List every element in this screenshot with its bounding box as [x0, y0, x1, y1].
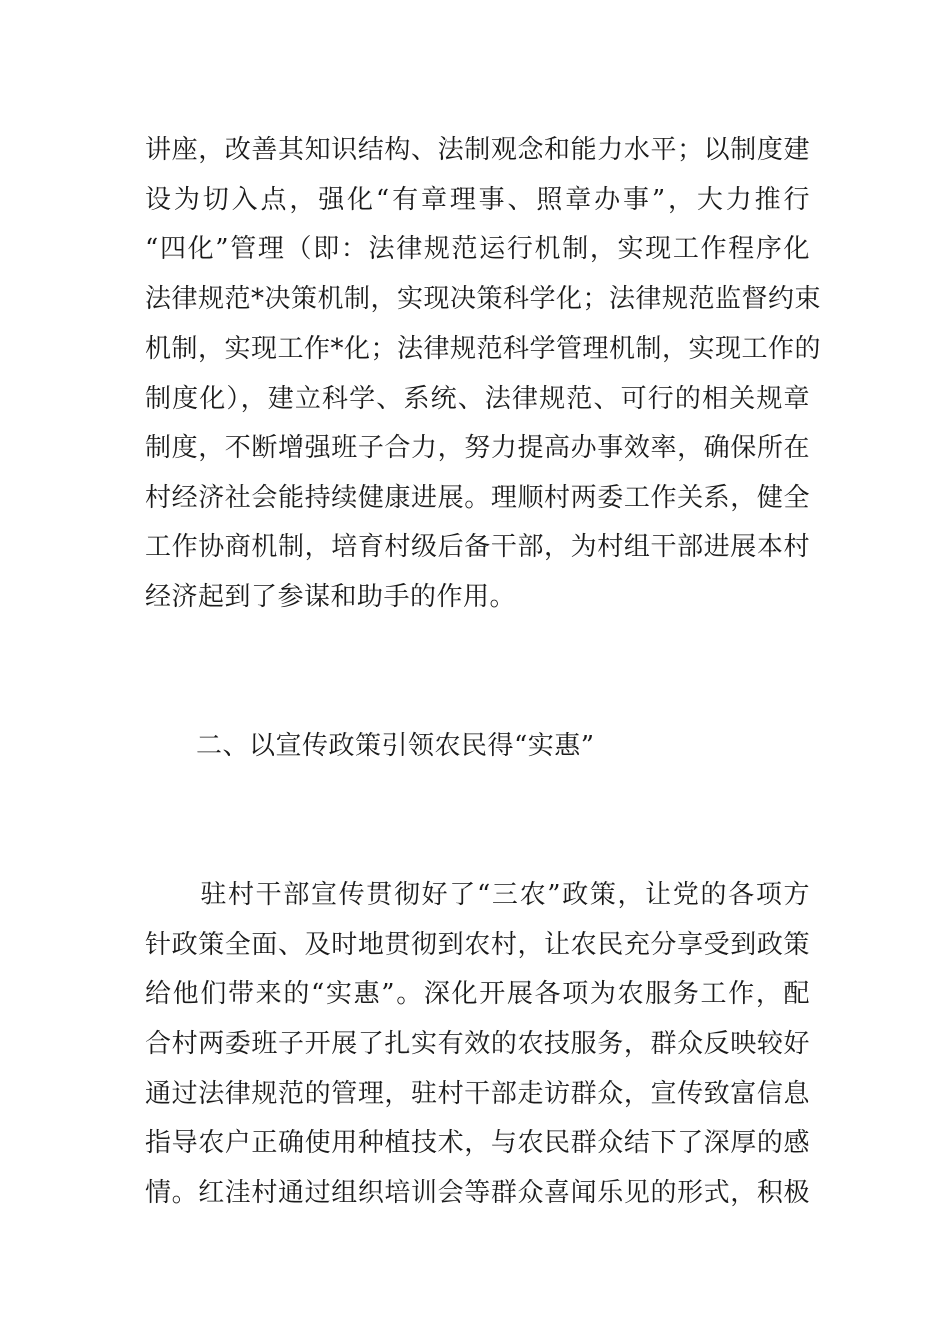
paragraph-1-line-9: 工作协商机制，培育村级后备干部，为村组干部进展本村	[145, 532, 810, 562]
paragraph-2-line-2: 针政策全面、及时地贯彻到农村，让农民充分享受到政策	[145, 930, 810, 960]
paragraph-1-line-4: 法律规范*决策机制，实现决策科学化；法律规范监督约束	[145, 284, 822, 314]
section-heading: 二、以宣传政策引领农民得“实惠”	[196, 731, 595, 761]
paragraph-2-line-6: 指导农户正确使用种植技术，与农民群众结下了深厚的感	[145, 1128, 810, 1158]
paragraph-2-line-1: 驻村干部宣传贯彻好了“三农”政策，让党的各项方	[145, 880, 810, 910]
paragraph-1-line-8: 村经济社会能持续健康进展。理顺村两委工作关系，健全	[145, 483, 810, 513]
paragraph-1-line-10: 经济起到了参谋和助手的作用。	[145, 582, 517, 612]
paragraph-1-line-5: 机制，实现工作*化；法律规范科学管理机制，实现工作的	[145, 334, 822, 364]
paragraph-2-line-3: 给他们带来的“实惠”。深化开展各项为农服务工作，配	[145, 979, 810, 1009]
paragraph-1-line-2: 设为切入点，强化“有章理事、照章办事”，大力推行	[145, 185, 810, 215]
paragraph-1-line-1: 讲座，改善其知识结构、法制观念和能力水平；以制度建	[145, 135, 810, 165]
paragraph-1-line-3: “四化”管理（即：法律规范运行机制，实现工作程序化	[145, 234, 810, 264]
paragraph-1-line-7: 制度，不断增强班子合力，努力提高办事效率，确保所在	[145, 433, 810, 463]
paragraph-2-line-5: 通过法律规范的管理，驻村干部走访群众，宣传致富信息	[145, 1079, 810, 1109]
paragraph-1-line-6: 制度化），建立科学、系统、法律规范、可行的相关规章	[145, 384, 810, 414]
paragraph-2-line-7: 情。红洼村通过组织培训会等群众喜闻乐见的形式，积极	[145, 1178, 810, 1208]
paragraph-2-line-4: 合村两委班子开展了扎实有效的农技服务，群众反映较好	[145, 1029, 810, 1059]
